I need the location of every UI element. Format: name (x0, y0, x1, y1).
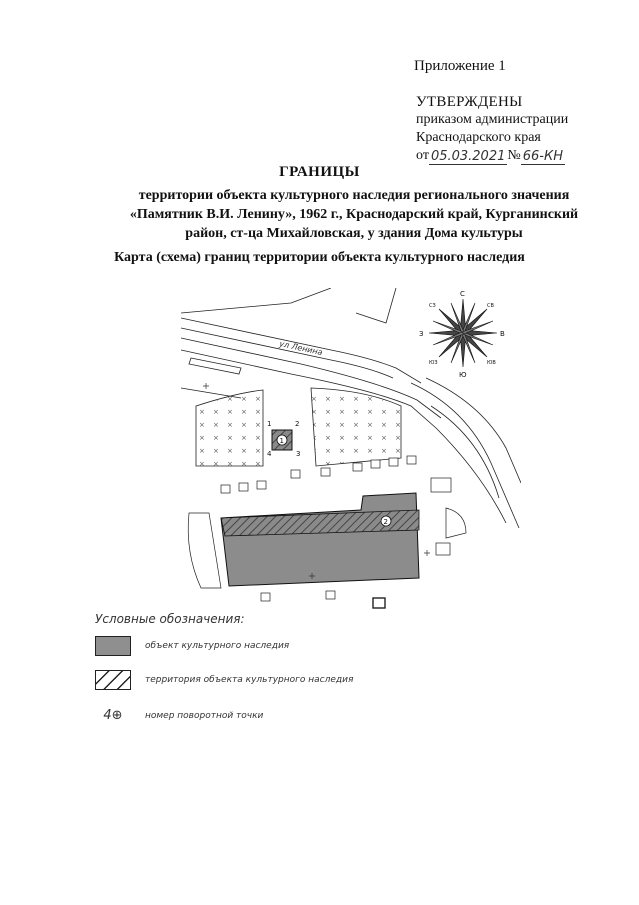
compass-nw: СЗ (429, 303, 436, 309)
park-area-left (196, 390, 263, 466)
marker-2: 2 (383, 518, 388, 526)
approved-heading: УТВЕРЖДЕНЫ (416, 94, 523, 110)
compass-e: В (500, 330, 505, 338)
legend-swatch-hatch (95, 670, 131, 690)
marker-1: 1 (279, 437, 284, 445)
culture-house-building (221, 493, 419, 586)
approval-region: Краснодарского края (416, 130, 541, 145)
compass-ne: СВ (487, 303, 494, 309)
approval-by-order: приказом администрации (416, 112, 569, 127)
legend-item-heritage-object (95, 636, 289, 656)
boundary-map (181, 288, 521, 623)
legend-swatch-gray (95, 636, 131, 656)
subtitle-line-3: район, ст-ца Михайловская, у здания Дома культуры (185, 226, 523, 241)
point-3: 3 (296, 450, 301, 458)
appendix-label: Приложение 1 (414, 58, 506, 74)
park-area-right (311, 388, 401, 466)
compass-se: ЮВ (487, 360, 496, 366)
compass-sw: ЮЗ (429, 360, 438, 366)
compass-s: Ю (459, 371, 467, 379)
order-date-handwritten: 05.03.2021 (430, 149, 506, 164)
legend-label: номер поворотной точки (145, 710, 264, 721)
approval-block (416, 93, 568, 165)
approval-order-line (416, 147, 568, 165)
subtitle-line-1: территории объекта культурного наследия регионального значения (138, 188, 570, 203)
legend-item-heritage-territory (95, 670, 353, 690)
monument-lenin (267, 420, 300, 458)
legend-label: объект культурного наследия (145, 641, 290, 651)
order-number-handwritten: 66-КН (522, 149, 563, 164)
point-4: 4 (267, 450, 272, 458)
point-1: 1 (267, 420, 272, 428)
street-label: ул Ленина (278, 339, 324, 358)
compass-n: С (460, 290, 465, 298)
legend-item-turning-point (95, 708, 263, 723)
order-from-prefix: от (416, 148, 429, 163)
document-subtitle (104, 186, 604, 243)
map-title: Карта (схема) границ территории объекта культурного наследия (114, 250, 525, 265)
legend-label: территория объекта культурного наследия (145, 675, 354, 685)
point-2: 2 (295, 420, 300, 428)
document-title: ГРАНИЦЫ (279, 164, 360, 180)
compass-w: З (419, 330, 424, 338)
order-number-prefix: № (507, 148, 521, 163)
subtitle-line-2: «Памятник В.И. Ленину», 1962 г., Краснодарский край, Курганинский (129, 207, 579, 222)
turning-point-symbol: 4⊕ (103, 708, 123, 723)
legend-title: Условные обозначения: (95, 612, 245, 626)
compass-rose (419, 290, 505, 379)
